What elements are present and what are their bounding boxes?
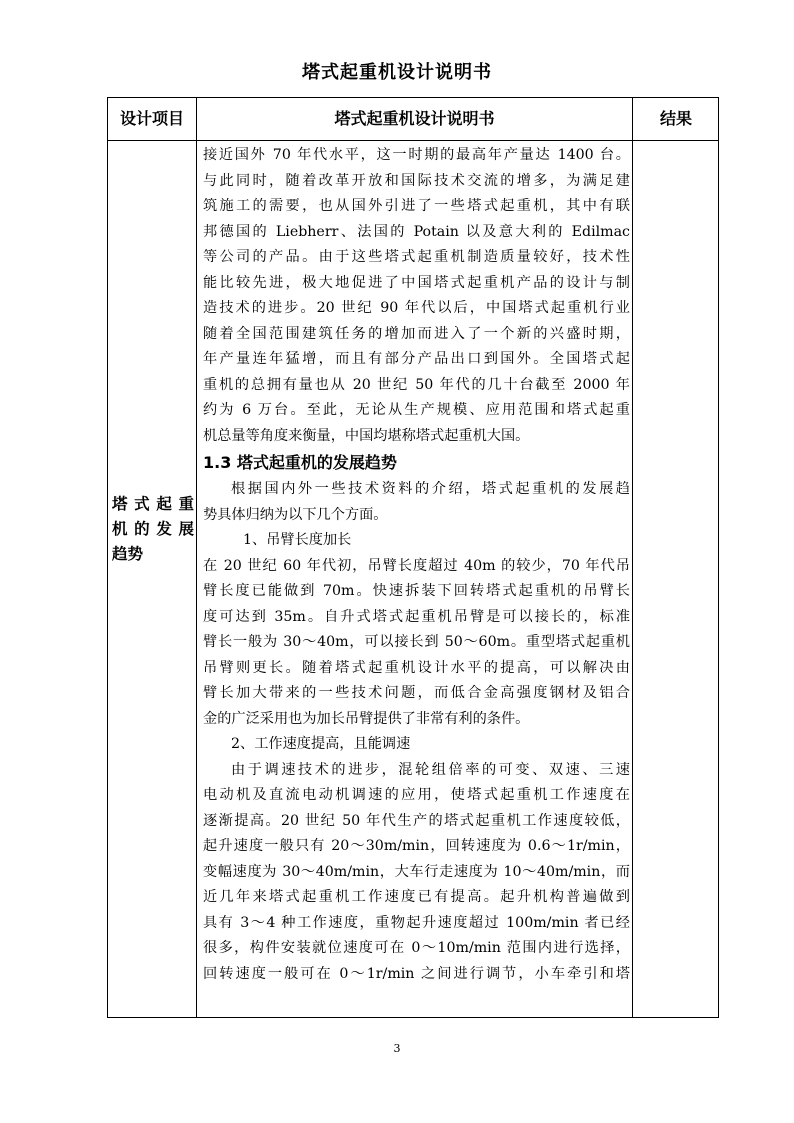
text-line: 在 20 世纪 60 年代初，吊臂长度超过 40m 的较少，70 年代吊	[203, 557, 630, 574]
text-line: 由于调速技术的进步，混轮组倍率的可变、双速、三速	[231, 761, 630, 778]
text-line: 度可达到 35m。自升式塔式起重机吊臂是可以接长的，标准	[203, 608, 630, 625]
page-number: 3	[393, 1042, 401, 1055]
text-line: 近几年来塔式起重机工作速度已有提高。起升机构普遍做到	[203, 889, 630, 905]
text-line: 机总量等角度来衡量，中国均堪称塔式起重机大国。	[203, 427, 530, 444]
section-heading: 1.3 塔式起重机的发展趋势	[203, 453, 397, 472]
header-design-item: 设计项目	[119, 109, 184, 128]
header-content: 塔式起重机设计说明书	[334, 109, 495, 128]
text-line: 约为 6 万台。至此，无论从生产规模、应用范围和塔式起重	[203, 402, 630, 418]
text-line: 金的广泛采用也为加长吊臂提供了非常有利的条件。	[203, 710, 530, 727]
subsection-title: 1、吊臂长度加长	[243, 532, 352, 548]
text-line: 等公司的产品。由于这些塔式起重机制造质量较好，技术性	[203, 249, 630, 265]
text-line: 重机的总拥有量也从 20 世纪 50 年代的几十台截至 2000 年	[203, 376, 630, 393]
text-line: 吊臂则更长。随着塔式起重机设计水平的提高，可以解决由	[203, 659, 630, 676]
text-line: 接近国外 70 年代水平，这一时期的最高年产量达 1400 台。	[203, 147, 630, 163]
text-line: 根据国内外一些技术资料的介绍，塔式起重机的发展趋	[231, 481, 630, 497]
header-result: 结果	[659, 109, 692, 128]
text-line: 臂长加大带来的一些技术问题，而低合金高强度钢材及铝合	[203, 685, 630, 701]
column-divider	[196, 98, 197, 1017]
design-item-label-line: 趋势	[112, 545, 144, 563]
text-line: 变幅速度为 30～40m/min，大车行走速度为 10～40m/min，而	[203, 863, 630, 880]
design-table	[107, 97, 719, 1018]
text-line: 势具体归纳为以下几个方面。	[203, 506, 388, 523]
design-item-label	[112, 492, 194, 567]
text-line: 回转速度一般可在 0～1r/min 之间进行调节，小车牵引和塔	[203, 965, 630, 982]
text-line: 逐渐提高。20 世纪 50 年代生产的塔式起重机工作速度较低，	[203, 812, 630, 829]
text-line: 造技术的进步。20 世纪 90 年代以后，中国塔式起重机行业	[203, 300, 630, 316]
text-line: 随着全国范围建筑任务的增加而进入了一个新的兴盛时期，	[203, 325, 630, 342]
text-line: 臂长度已能做到 70m。快速拆装下回转塔式起重机的吊臂长	[203, 583, 630, 599]
document-title: 塔式起重机设计说明书	[302, 62, 492, 83]
text-line: 电动机及直流电动机调速的应用，使塔式起重机工作速度在	[203, 787, 630, 803]
design-item-label-line: 机的发展	[112, 520, 194, 538]
text-line: 能比较先进，极大地促进了中国塔式起重机产品的设计与制	[203, 274, 630, 291]
column-divider	[632, 98, 633, 1017]
text-line: 很多，构件安装就位速度可在 0～10m/min 范围内进行选择，	[203, 940, 630, 956]
subsection-title: 2、工作速度提高，且能调速	[231, 736, 411, 752]
text-line: 臂长一般为 30～40m，可以接长到 50～60m。重型塔式起重机	[203, 634, 630, 650]
design-item-label-line: 塔式起重	[112, 495, 194, 513]
text-line: 具有 3～4 种工作速度，重物起升速度超过 100m/min 者已经	[203, 914, 630, 931]
text-line: 筑施工的需要，也从国外引进了一些塔式起重机，其中有联	[203, 198, 630, 214]
content-cell	[203, 143, 630, 987]
text-line: 与此同时，随着改革开放和国际技术交流的增多，为满足建	[203, 172, 630, 189]
text-line: 邦德国的 Liebherr、法国的 Potain 以及意大利的 Edilmac	[203, 223, 630, 240]
text-line: 起升速度一般只有 20～30m/min，回转速度为 0.6～1r/min，	[203, 838, 630, 854]
text-line: 年产量连年猛增，而且有部分产品出口到国外。全国塔式起	[203, 351, 630, 367]
header-divider	[108, 140, 718, 141]
